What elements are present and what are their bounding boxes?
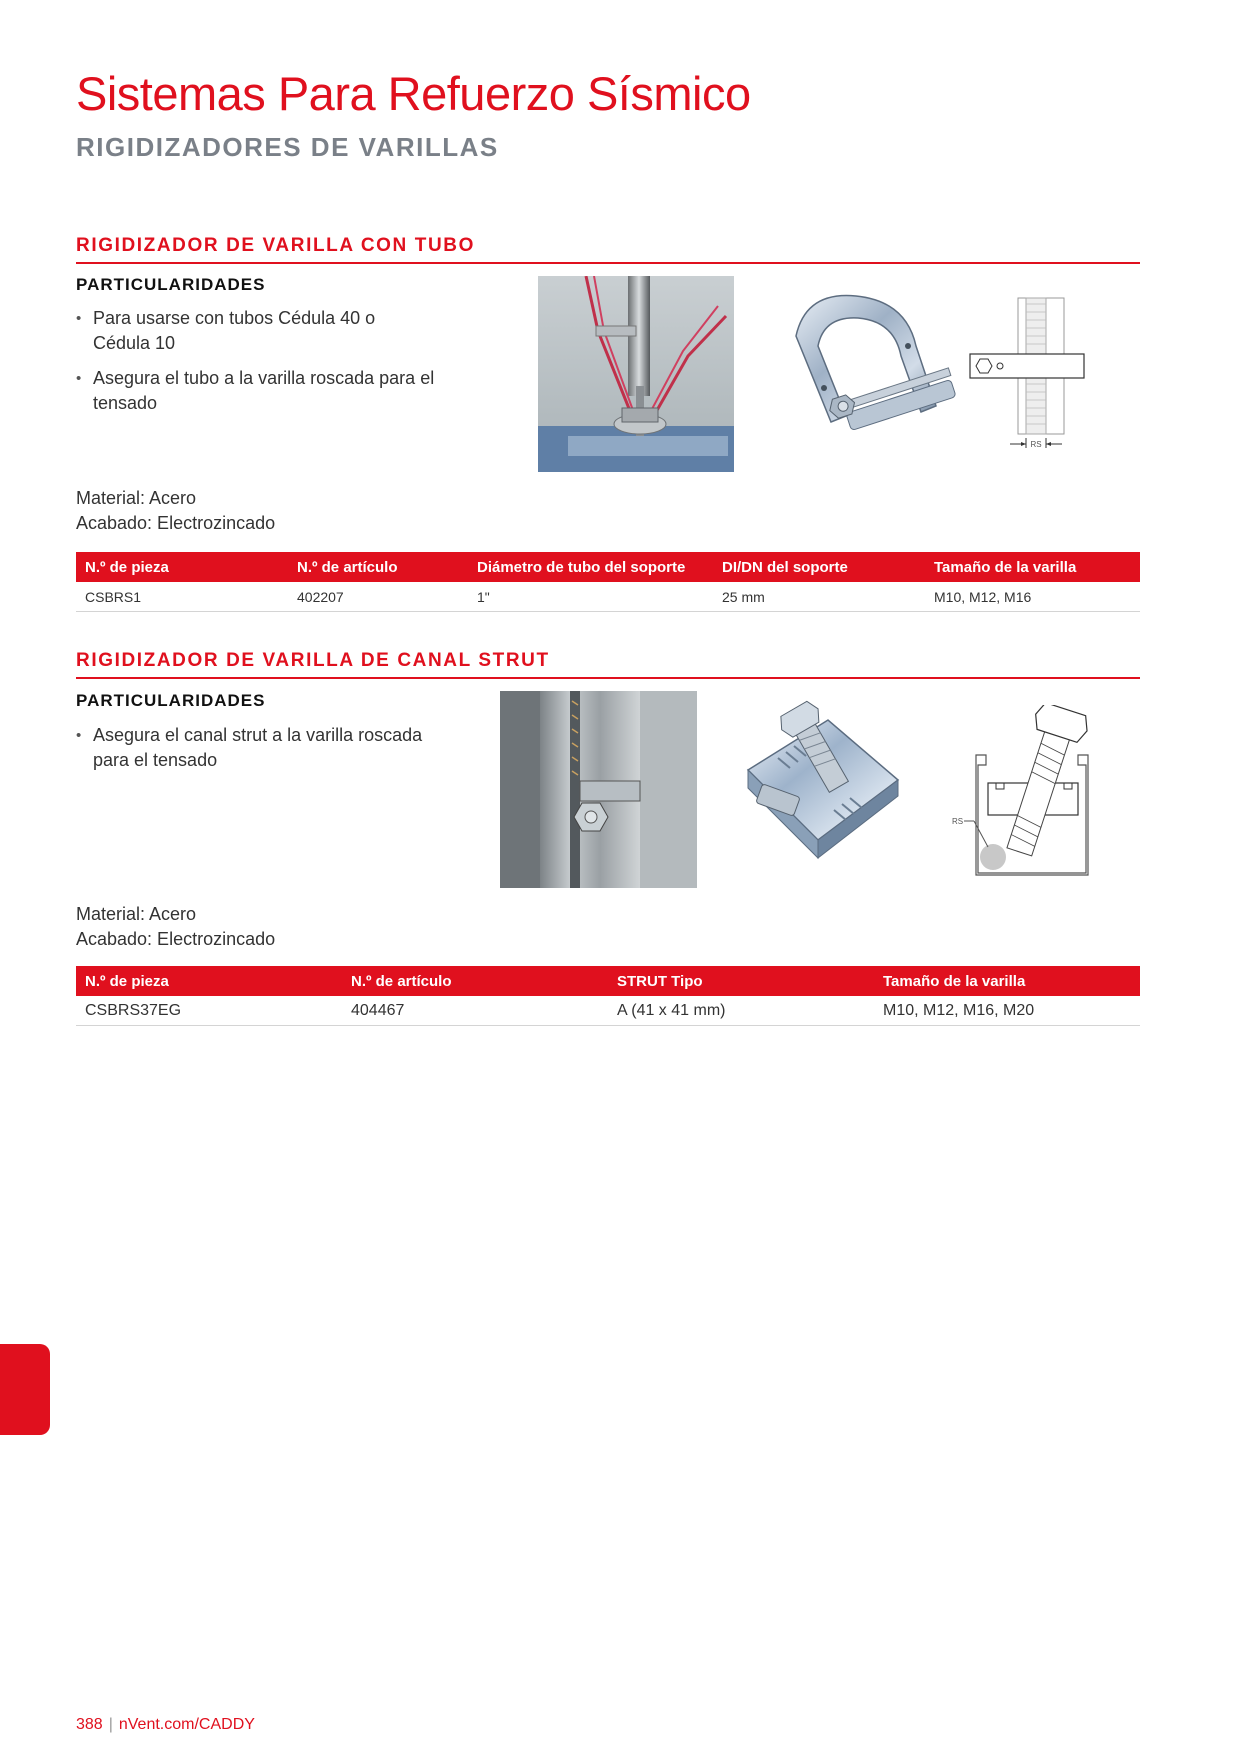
cell: 402207 <box>297 588 344 605</box>
features-title: PARTICULARIDADES <box>76 691 266 710</box>
material-text: Material: Acero <box>76 488 197 508</box>
chapter-tab <box>0 1344 50 1435</box>
product-table-strut <box>76 966 1140 1026</box>
tube-clamp-photo <box>776 286 956 466</box>
footer-site-link[interactable]: nVent.com/CADDY <box>118 1716 255 1733</box>
col-header: STRUT Tipo <box>617 972 703 990</box>
cell: 404467 <box>351 1001 405 1019</box>
tube-clamp-diagram <box>962 290 1092 460</box>
table-header <box>76 966 1140 996</box>
cell: CSBRS1 <box>85 588 142 605</box>
finish-text: Acabado: Electrozincado <box>76 513 276 533</box>
col-header: N.º de pieza <box>85 558 169 576</box>
section-title-tube: RIGIDIZADOR DE VARILLA CON TUBO <box>76 235 475 256</box>
strut-diagram <box>940 705 1100 880</box>
table-row <box>76 996 1140 1026</box>
finish-text: Acabado: Electrozincado <box>76 929 276 949</box>
cell: A (41 x 41 mm) <box>617 1001 726 1019</box>
col-header: N.º de pieza <box>85 972 169 990</box>
features-title: PARTICULARIDADES <box>76 275 266 294</box>
strut-nut-photo <box>738 700 918 880</box>
feature-item: • Asegura el tubo a la varilla roscada para el tensado <box>76 366 436 416</box>
footer-separator: | <box>108 1716 113 1733</box>
cell: M10, M12, M16 <box>934 588 1032 605</box>
col-header: DI/DN del soporte <box>722 558 848 576</box>
rod-size-label: RS <box>952 817 964 826</box>
cell: 1" <box>477 588 490 605</box>
feature-item: • Para usarse con tubos Cédula 40 o Cédula 10 <box>76 306 436 356</box>
page-subtitle: RIGIDIZADORES DE VARILLAS <box>76 132 499 162</box>
cell: M10, M12, M16, M20 <box>883 1001 1035 1019</box>
installation-photo-tube <box>538 276 734 472</box>
installation-photo-strut <box>500 691 697 888</box>
section-title-strut: RIGIDIZADOR DE VARILLA DE CANAL STRUT <box>76 650 550 671</box>
page-number: 388 <box>76 1716 103 1733</box>
col-header: Tamaño de la varilla <box>934 558 1077 576</box>
col-header: N.º de artículo <box>297 558 398 576</box>
features-list <box>76 306 436 426</box>
feature-item: • Asegura el canal strut a la varilla roscada para el tensado <box>76 723 436 773</box>
section-divider <box>76 262 1140 264</box>
section-divider <box>76 677 1140 679</box>
page-title: Sistemas Para Refuerzo Sísmico <box>76 67 751 120</box>
features-list <box>76 723 436 783</box>
cell: CSBRS37EG <box>85 1001 182 1019</box>
material-text: Material: Acero <box>76 904 197 924</box>
table-row <box>76 582 1140 612</box>
page-footer <box>76 1716 255 1734</box>
col-header: Tamaño de la varilla <box>883 972 1026 990</box>
col-header: Diámetro de tubo del soporte <box>477 558 686 576</box>
cell: 25 mm <box>722 588 765 605</box>
rod-size-label: RS <box>1030 440 1042 449</box>
table-header <box>76 552 1140 582</box>
col-header: N.º de artículo <box>351 972 452 990</box>
product-table-tube <box>76 552 1140 612</box>
